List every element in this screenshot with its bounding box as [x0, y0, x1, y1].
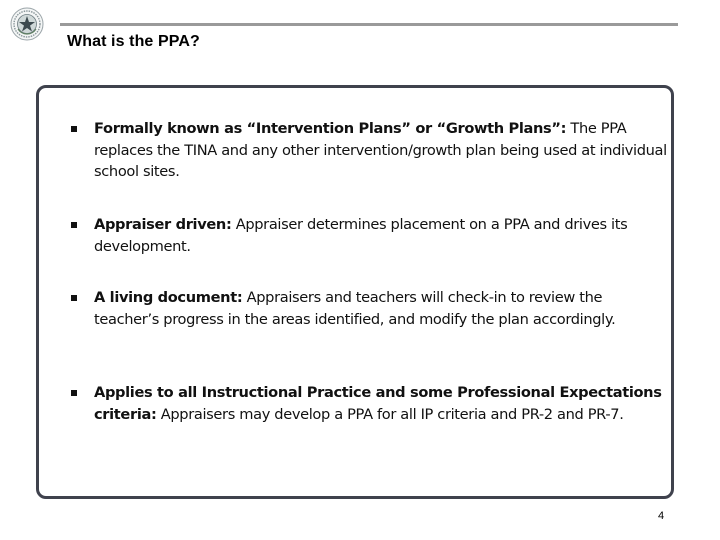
- bullet-text: Appraisers and teachers will check-in to review the teacher’s progress in the areas identified, and modify the plan accordingly.: [94, 289, 616, 328]
- bullet-text: The PPA replaces the TINA and any other intervention/growth plan being used at individual school sites.: [94, 120, 667, 180]
- page-number: 4: [658, 510, 665, 522]
- bullet-item: [94, 118, 669, 183]
- slide-title: What is the PPA?: [67, 33, 200, 50]
- bullet-item: [94, 382, 669, 425]
- bullet-item: [94, 287, 669, 330]
- square-bullet-icon: [71, 295, 77, 301]
- state-seal-icon: [10, 7, 44, 41]
- bullet-text: Appraisers may develop a PPA for all IP criteria and PR-2 and PR-7.: [156, 405, 624, 423]
- bullet-lead: A living document:: [94, 289, 243, 306]
- bullet-text: Appraiser determines placement on a PPA and drives its development.: [94, 216, 628, 255]
- square-bullet-icon: [71, 222, 77, 228]
- bullet-lead: Appraiser driven:: [94, 216, 232, 233]
- header-divider: [60, 23, 678, 26]
- bullet-lead: Formally known as “Intervention Plans” or “Growth Plans”:: [94, 120, 567, 137]
- square-bullet-icon: [71, 126, 77, 132]
- square-bullet-icon: [71, 390, 77, 396]
- bullet-lead: Applies to all Instructional Practice and some Professional Expectations criteria:: [94, 384, 662, 423]
- bullet-item: [94, 214, 669, 257]
- content-box: [36, 85, 674, 499]
